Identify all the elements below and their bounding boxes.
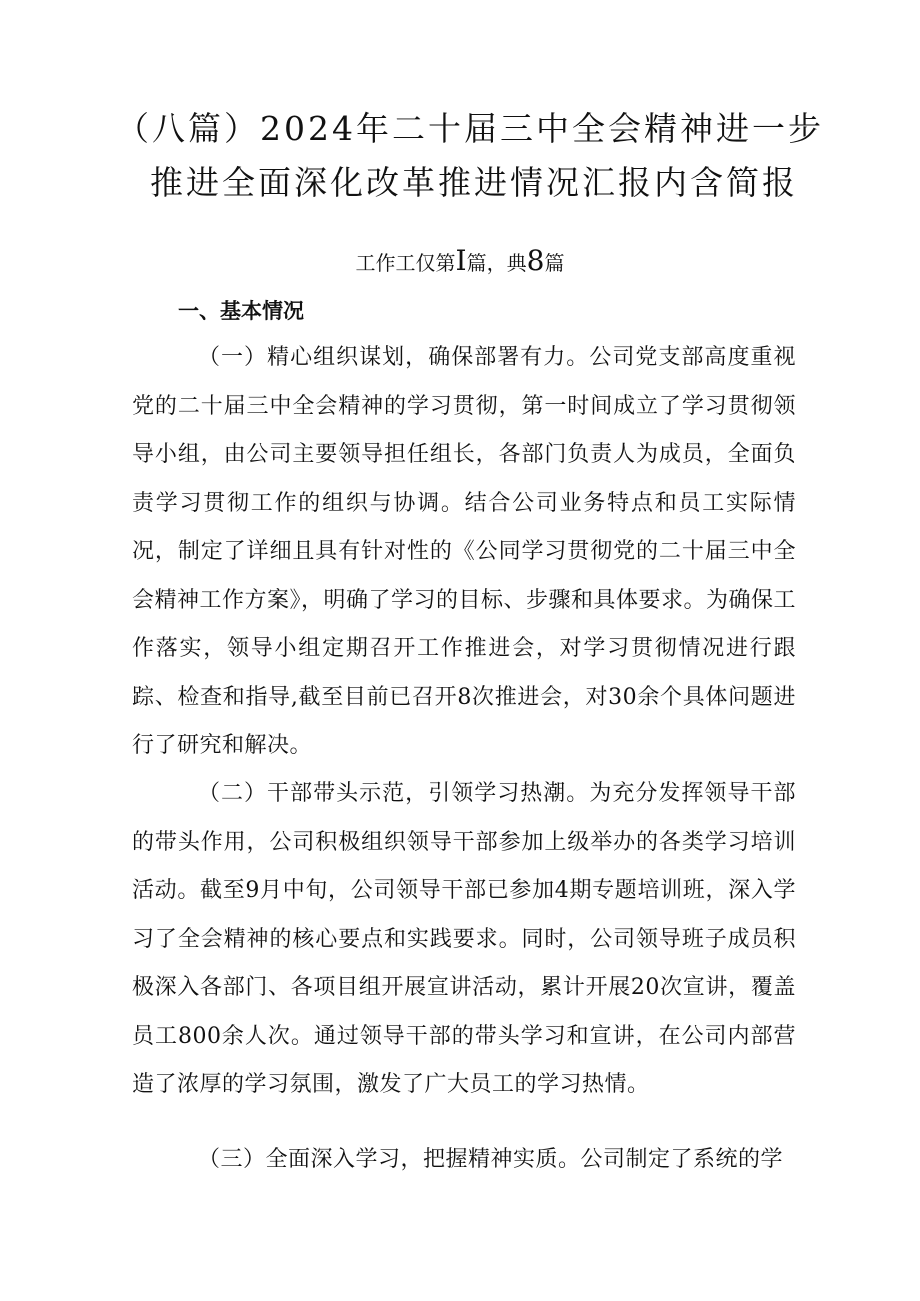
subtitle-prefix: 工作工仅第 <box>355 251 456 275</box>
paragraph-1: （一）精心组织谋划，确保部署有力。公司党支部高度重视党的二十届三中全会精神的学习贯彻，第一时间成立了学习贯彻领导小组，由公司主要领导担任组长，各部门负责人为成员，全面负责学习贯彻工作的组织与协调。结合公司业务特点和员工实际情况，制定了详细且具有针对性的《公同学习贯彻党的二十届三中全会精神工作方案》，明确了学习的目标、步骤和具体要求。为确保工作落实，领导小组定期召开工作推进会，对学习贯彻情况进行跟踪、检查和指导,截至目前已召开8次推进会，对30余个具体问题进行了研究和解决。 <box>132 345 797 758</box>
section-heading: 一、基本情况 <box>178 299 304 323</box>
document-title-line2: 推进全面深化改革推进情况汇报内含简报 <box>150 163 798 202</box>
subtitle-number-1: I <box>455 244 467 277</box>
document-subtitle <box>0 243 920 281</box>
paragraph-2: （二）干部带头示范，引领学习热潮。为充分发挥领导干部的带头作用，公司积极组织领导干部参加上级举办的各类学习培训活动。截至9月中旬，公司领导干部已参加4期专题培训班，深入学习了全会精神的核心要点和实践要求。同时，公司领导班子成员积极深入各部门、各项目组开展宣讲活动，累计开展20次宣讲，覆盖员工800余人次。通过领导干部的带头学习和宣讲，在公司内部营造了浓厚的学习氛围，激发了广大员工的学习热情。 <box>132 781 796 1097</box>
subtitle-suffix: 篇 <box>544 251 565 275</box>
subtitle-middle: 篇，典 <box>466 251 527 275</box>
document-title-line1: （八篇）2024年二十届三中全会精神进一步 <box>116 109 824 148</box>
paragraph-3: （三）全面深入学习，把握精神实质。公司制定了系统的学 <box>198 1147 784 1172</box>
subtitle-number-2: 8 <box>526 244 545 277</box>
